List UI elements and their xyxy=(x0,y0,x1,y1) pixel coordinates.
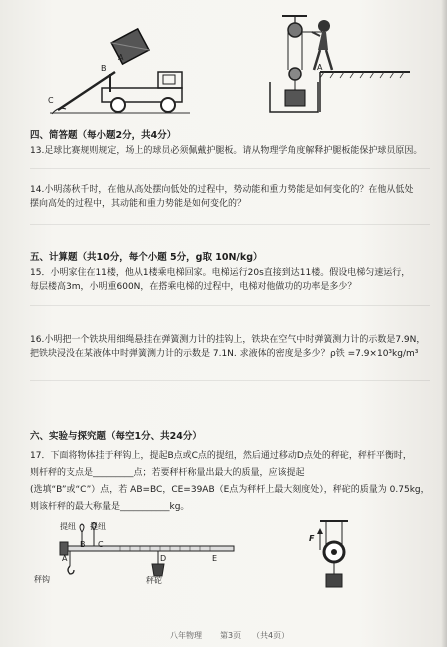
page-edge-shadow xyxy=(441,0,447,647)
question-17-line4: 则该杆秤的最大称量是___________kg。 xyxy=(30,502,190,512)
truck-label-c: C xyxy=(48,96,54,105)
question-17-line1: 17．下面将物体挂于秤钩上，提起B点或C点的提纽，然后通过移动D点处的秤砣，秤杆平衡时， xyxy=(30,451,412,461)
steelyard-label-e: E xyxy=(212,554,218,563)
answer-area-14 xyxy=(30,224,430,225)
steelyard-cord-label-2: 提纽 xyxy=(90,522,106,531)
answer-area-15 xyxy=(30,305,430,306)
question-13: 13.足球比赛规则规定，场上的球员必须佩戴护腿板。请从物理学角度解释护腿板能保护球员原因。 xyxy=(30,146,423,156)
answer-area-16 xyxy=(30,380,430,381)
question-17-line2: 则杆秤的支点是_________点；若要秤杆称量出最大的质量，应该提起 xyxy=(30,468,305,478)
steelyard-label-d: D xyxy=(160,554,167,563)
question-14-line1: 14.小明荡秋千时，在他从高处摆向低处的过程中，势动能和重力势能是如何变化的？在他从低处 xyxy=(30,185,414,195)
footer-page: 第3页 xyxy=(220,631,242,640)
pulley-boy-figure xyxy=(262,12,412,120)
footer-subject: 八年物理 xyxy=(170,631,202,640)
steelyard-label-b: B xyxy=(80,540,86,549)
question-16-line2: 把铁块浸没在某液体中时弹簧测力计的示数是 7.1N. 求液体的密度是多少？ xyxy=(30,349,330,359)
section4-heading: 四、简答题（每小题2分，共4分） xyxy=(30,130,177,141)
pulley-force-figure xyxy=(300,518,360,603)
steelyard-hook-label: 秤钩 xyxy=(34,575,50,584)
pulley-label-a: A xyxy=(317,63,323,72)
section6-heading: 六、实验与探究题（每空1分、共24分） xyxy=(30,431,202,442)
iron-density: ρ铁 =7.9×10³kg/m³ xyxy=(330,349,419,359)
steelyard-label-c: C xyxy=(98,540,104,549)
pulley-force-label: F xyxy=(309,534,315,543)
truck-ramp-figure xyxy=(40,10,200,120)
steelyard-label-a: A xyxy=(62,554,68,563)
answer-area-13 xyxy=(30,168,430,169)
steelyard-weight-label: 秤砣 xyxy=(146,576,162,585)
truck-label-a: A xyxy=(118,53,124,62)
section5-heading: 五、计算题（共10分，每个小题 5分，g取 10N/kg） xyxy=(30,252,263,263)
question-15-line2: 每层楼高3m，小明重600N，在搭乘电梯的过程中，电梯对他做功的功率是多少？ xyxy=(30,282,357,292)
question-14-line2: 摆向高处的过程中，其动能和重力势能是如何变化的？ xyxy=(30,199,247,209)
footer-total: （共4页） xyxy=(252,631,290,640)
truck-label-b: B xyxy=(101,64,107,73)
question-15-line1: 15．小明家住在11楼，他从1楼乘电梯回家。电梯运行20s直接到达11楼。假设电梯匀速运行， xyxy=(30,268,411,278)
steelyard-cord-label-1: 提纽 xyxy=(60,522,76,531)
question-17-line3: (选填“B”或“C”）点，若 AB=BC，CE=39AB（E点为秤杆上最大刻度处），秤砣的质量为 0.75kg， xyxy=(30,485,430,495)
question-16-line1: 16.小明把一个铁块用细绳悬挂在弹簧测力计的挂钩上，铁块在空气中时弹簧测力计的示数是7.9N， xyxy=(30,335,426,345)
